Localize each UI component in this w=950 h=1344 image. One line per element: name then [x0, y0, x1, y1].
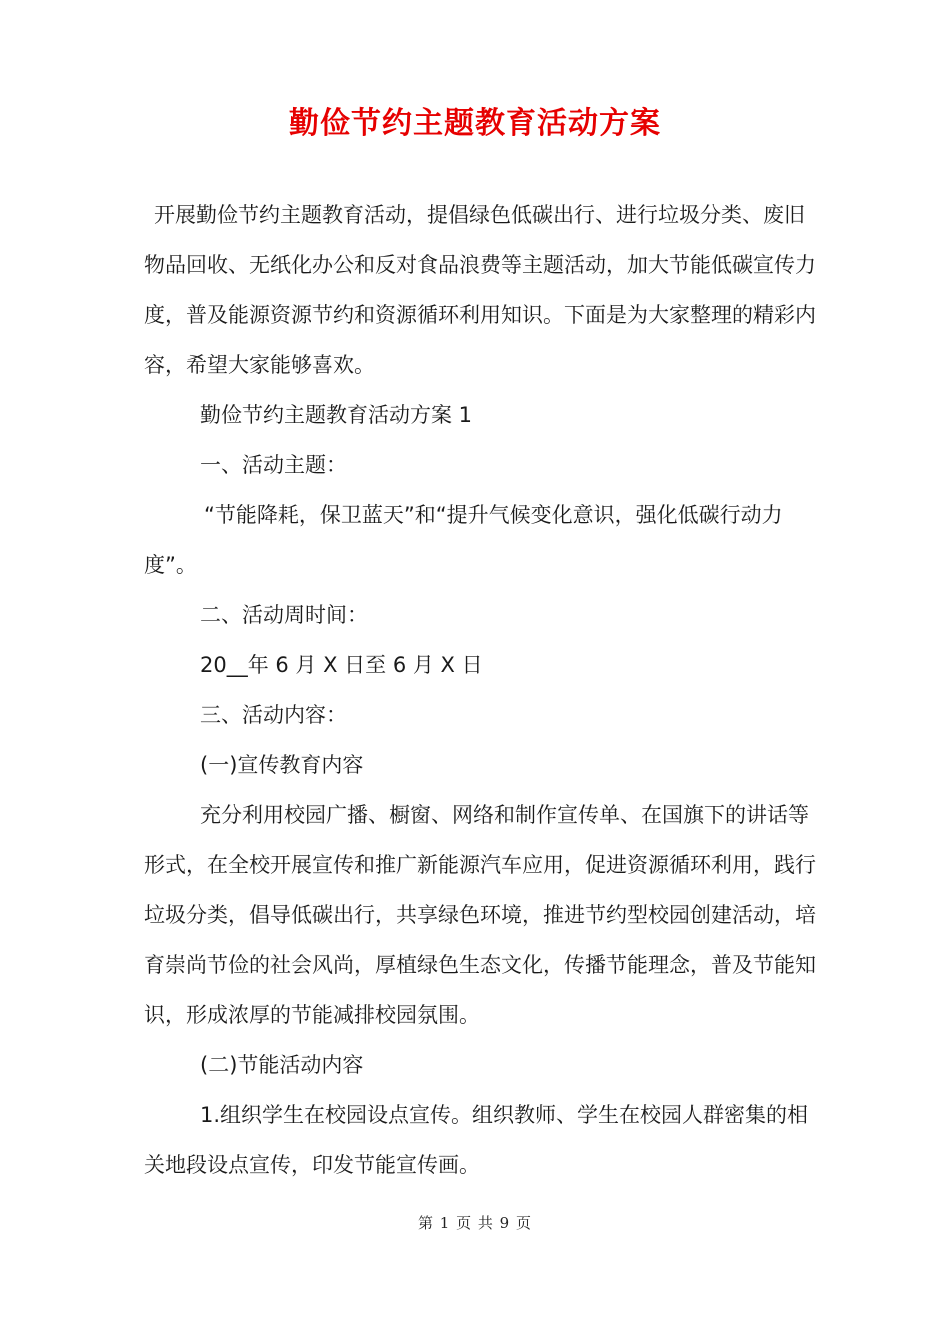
activity-theme-text: “节能降耗，保卫蓝天”和“提升气候变化意识，强化低碳行动力度”。: [144, 503, 783, 577]
publicity-paragraph: 充分利用校园广播、橱窗、网络和制作宣传单、在国旗下的讲话等形式，在全校开展宣传和推广新能源汽车应用，促进资源循环利用，践行垃圾分类，倡导低碳出行，共享绿色环境，推进节约型校园创建活动，培育崇尚节俭的社会风尚，厚植绿色生态文化，传播节能理念，普及节能知识，形成浓厚的节能减排校园氛围。: [144, 803, 816, 1027]
document-title: 勤俭节约主题教育活动方案: [289, 106, 661, 141]
energy-activity-item-1: 1.组织学生在校园设点宣传。组织教师、学生在校园人群密集的相关地段设点宣传，印发节能宣传画。: [144, 1103, 809, 1177]
subheading-publicity: (一)宣传教育内容: [200, 753, 364, 777]
section-heading-plan-1: 勤俭节约主题教育活动方案 1: [200, 403, 473, 427]
heading-activity-theme: 一、活动主题：: [200, 453, 347, 477]
subheading-energy-activities: (二)节能活动内容: [200, 1053, 364, 1077]
document-body: [144, 190, 824, 1190]
intro-paragraph: 开展勤俭节约主题教育活动，提倡绿色低碳出行、进行垃圾分类、废旧物品回收、无纸化办公和反对食品浪费等主题活动，加大节能低碳宣传力度，普及能源资源节约和资源循环利用知识。下面是为大家整理的精彩内容，希望大家能够喜欢。: [144, 203, 816, 377]
page-footer: 第 1 页 共 9 页: [418, 1214, 532, 1232]
heading-activity-content: 三、活动内容：: [200, 703, 347, 727]
activity-week-date: 20__年 6 月 X 日至 6 月 X 日: [200, 653, 483, 677]
heading-activity-week: 二、活动周时间：: [200, 603, 368, 627]
